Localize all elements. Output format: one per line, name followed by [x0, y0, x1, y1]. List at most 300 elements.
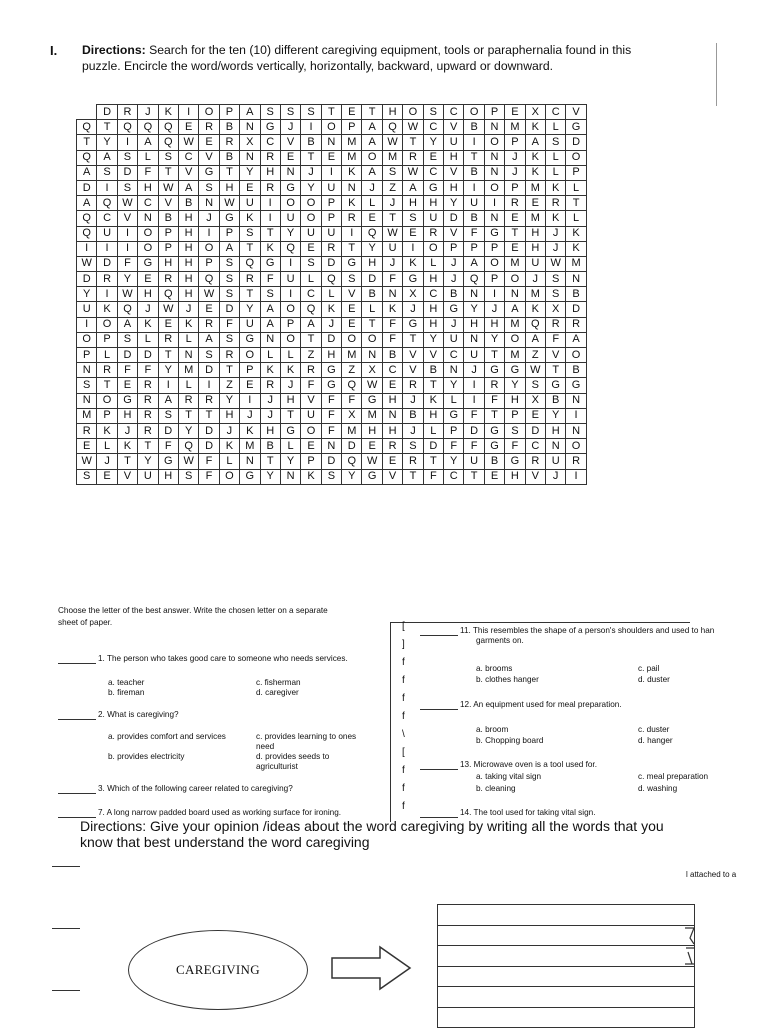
grid-cell[interactable]: H: [382, 105, 402, 120]
grid-cell[interactable]: K: [525, 302, 545, 317]
grid-cell[interactable]: X: [403, 287, 423, 302]
grid-cell[interactable]: N: [260, 332, 280, 347]
grid-cell[interactable]: Y: [545, 408, 565, 423]
q12-choice-c[interactable]: c. duster: [638, 725, 670, 734]
grid-cell[interactable]: D: [199, 423, 219, 438]
grid-cell[interactable]: M: [240, 439, 260, 454]
grid-cell[interactable]: H: [505, 469, 525, 484]
grid-cell[interactable]: E: [423, 150, 443, 165]
grid-cell[interactable]: Q: [301, 302, 321, 317]
grid-cell[interactable]: Y: [240, 165, 260, 180]
grid-cell[interactable]: E: [403, 226, 423, 241]
grid-cell[interactable]: A: [362, 135, 382, 150]
grid-cell[interactable]: K: [545, 211, 565, 226]
grid-cell[interactable]: Z: [382, 180, 402, 195]
grid-cell[interactable]: J: [382, 196, 402, 211]
grid-cell[interactable]: G: [484, 423, 504, 438]
grid-cell[interactable]: F: [382, 332, 402, 347]
grid-cell[interactable]: H: [444, 180, 464, 195]
grid-cell[interactable]: T: [97, 120, 117, 135]
grid-cell[interactable]: N: [321, 135, 341, 150]
grid-cell[interactable]: T: [566, 196, 586, 211]
grid-cell[interactable]: L: [280, 439, 300, 454]
grid-cell[interactable]: H: [444, 150, 464, 165]
grid-cell[interactable]: J: [444, 256, 464, 271]
grid-cell[interactable]: S: [199, 348, 219, 363]
grid-cell[interactable]: O: [566, 348, 586, 363]
grid-cell[interactable]: R: [158, 272, 178, 287]
grid-cell[interactable]: A: [97, 150, 117, 165]
grid-cell[interactable]: J: [138, 105, 158, 120]
q12-choice-a[interactable]: a. broom: [476, 725, 509, 734]
grid-cell[interactable]: J: [403, 393, 423, 408]
grid-cell[interactable]: U: [545, 454, 565, 469]
grid-cell[interactable]: F: [484, 393, 504, 408]
grid-cell[interactable]: H: [423, 302, 443, 317]
grid-cell[interactable]: A: [199, 332, 219, 347]
grid-cell[interactable]: M: [77, 408, 97, 423]
grid-cell[interactable]: S: [178, 469, 198, 484]
grid-cell[interactable]: P: [505, 180, 525, 195]
grid-cell[interactable]: B: [464, 211, 484, 226]
grid-cell[interactable]: T: [403, 469, 423, 484]
grid-cell[interactable]: Q: [117, 302, 137, 317]
q11-choice-a[interactable]: a. brooms: [476, 664, 513, 673]
grid-cell[interactable]: H: [178, 226, 198, 241]
grid-cell[interactable]: V: [117, 211, 137, 226]
grid-cell[interactable]: O: [362, 150, 382, 165]
grid-cell[interactable]: S: [342, 272, 362, 287]
grid-cell[interactable]: U: [77, 302, 97, 317]
grid-cell[interactable]: C: [382, 363, 402, 378]
grid-cell[interactable]: T: [545, 363, 565, 378]
grid-cell[interactable]: S: [219, 256, 239, 271]
grid-cell[interactable]: O: [301, 196, 321, 211]
grid-cell[interactable]: Q: [77, 211, 97, 226]
grid-cell[interactable]: F: [301, 378, 321, 393]
answer-blank[interactable]: [58, 655, 96, 664]
grid-cell[interactable]: S: [240, 226, 260, 241]
grid-cell[interactable]: H: [423, 408, 443, 423]
grid-cell[interactable]: E: [362, 439, 382, 454]
grid-cell[interactable]: S: [301, 256, 321, 271]
grid-cell[interactable]: A: [77, 196, 97, 211]
grid-cell[interactable]: R: [199, 393, 219, 408]
grid-cell[interactable]: F: [199, 469, 219, 484]
grid-cell[interactable]: J: [97, 454, 117, 469]
grid-cell[interactable]: F: [260, 272, 280, 287]
grid-cell[interactable]: A: [403, 180, 423, 195]
grid-cell[interactable]: S: [219, 272, 239, 287]
grid-cell[interactable]: R: [505, 196, 525, 211]
q2-choice-a[interactable]: a. provides comfort and services: [108, 732, 226, 741]
grid-cell[interactable]: H: [219, 408, 239, 423]
grid-cell[interactable]: T: [505, 226, 525, 241]
grid-cell[interactable]: T: [97, 378, 117, 393]
grid-cell[interactable]: L: [362, 302, 382, 317]
grid-cell[interactable]: D: [97, 256, 117, 271]
grid-cell[interactable]: I: [566, 408, 586, 423]
grid-cell[interactable]: F: [138, 363, 158, 378]
grid-cell[interactable]: J: [240, 408, 260, 423]
grid-cell[interactable]: N: [464, 332, 484, 347]
grid-cell[interactable]: G: [484, 226, 504, 241]
grid-cell[interactable]: E: [301, 439, 321, 454]
grid-cell[interactable]: A: [240, 105, 260, 120]
grid-cell[interactable]: O: [423, 241, 443, 256]
grid-cell[interactable]: A: [362, 120, 382, 135]
grid-cell[interactable]: O: [199, 105, 219, 120]
grid-cell[interactable]: B: [403, 408, 423, 423]
grid-cell[interactable]: D: [117, 348, 137, 363]
grid-cell[interactable]: P: [342, 120, 362, 135]
q11-choice-d[interactable]: d. duster: [638, 675, 670, 684]
grid-cell[interactable]: H: [280, 393, 300, 408]
grid-cell[interactable]: C: [423, 120, 443, 135]
grid-cell[interactable]: H: [423, 196, 443, 211]
grid-cell[interactable]: F: [138, 165, 158, 180]
grid-cell[interactable]: T: [219, 363, 239, 378]
grid-cell[interactable]: Q: [362, 226, 382, 241]
grid-cell[interactable]: G: [280, 180, 300, 195]
grid-cell[interactable]: R: [219, 348, 239, 363]
grid-cell[interactable]: G: [260, 120, 280, 135]
grid-cell[interactable]: M: [505, 348, 525, 363]
grid-cell[interactable]: K: [382, 302, 402, 317]
grid-cell[interactable]: K: [260, 363, 280, 378]
grid-cell[interactable]: D: [199, 439, 219, 454]
answer-blank[interactable]: [420, 701, 458, 710]
grid-cell[interactable]: Y: [219, 393, 239, 408]
grid-cell[interactable]: J: [260, 408, 280, 423]
grid-cell[interactable]: T: [484, 348, 504, 363]
grid-cell[interactable]: R: [138, 393, 158, 408]
grid-cell[interactable]: T: [403, 332, 423, 347]
grid-cell[interactable]: N: [484, 211, 504, 226]
grid-cell[interactable]: G: [199, 165, 219, 180]
grid-cell[interactable]: O: [219, 469, 239, 484]
grid-cell[interactable]: W: [382, 135, 402, 150]
grid-cell[interactable]: I: [464, 135, 484, 150]
grid-cell[interactable]: Q: [321, 272, 341, 287]
grid-cell[interactable]: K: [342, 165, 362, 180]
grid-cell[interactable]: P: [505, 408, 525, 423]
grid-cell[interactable]: I: [260, 196, 280, 211]
grid-cell[interactable]: Z: [219, 378, 239, 393]
grid-cell[interactable]: N: [566, 393, 586, 408]
grid-cell[interactable]: M: [505, 317, 525, 332]
grid-cell[interactable]: N: [77, 363, 97, 378]
grid-cell[interactable]: J: [362, 180, 382, 195]
grid-cell[interactable]: R: [240, 272, 260, 287]
grid-cell[interactable]: R: [158, 332, 178, 347]
answer-blank[interactable]: [58, 785, 96, 794]
grid-cell[interactable]: B: [158, 211, 178, 226]
grid-cell[interactable]: Y: [97, 135, 117, 150]
grid-cell[interactable]: E: [505, 105, 525, 120]
grid-cell[interactable]: N: [545, 439, 565, 454]
grid-cell[interactable]: R: [403, 378, 423, 393]
grid-cell[interactable]: Y: [280, 454, 300, 469]
grid-cell[interactable]: N: [342, 180, 362, 195]
grid-cell[interactable]: P: [280, 317, 300, 332]
grid-cell[interactable]: Y: [423, 135, 443, 150]
grid-cell[interactable]: X: [525, 105, 545, 120]
grid-cell[interactable]: Y: [280, 226, 300, 241]
grid-cell[interactable]: V: [178, 165, 198, 180]
grid-cell[interactable]: N: [566, 423, 586, 438]
grid-cell[interactable]: K: [321, 302, 341, 317]
grid-cell[interactable]: V: [403, 348, 423, 363]
grid-cell[interactable]: S: [117, 180, 137, 195]
grid-cell[interactable]: R: [260, 378, 280, 393]
grid-cell[interactable]: I: [403, 241, 423, 256]
grid-cell[interactable]: C: [525, 439, 545, 454]
grid-cell[interactable]: N: [280, 469, 300, 484]
grid-cell[interactable]: U: [301, 408, 321, 423]
grid-cell[interactable]: I: [280, 256, 300, 271]
grid-cell[interactable]: O: [403, 105, 423, 120]
grid-cell[interactable]: Y: [77, 287, 97, 302]
grid-cell[interactable]: T: [484, 408, 504, 423]
grid-cell[interactable]: X: [240, 135, 260, 150]
grid-cell[interactable]: E: [178, 120, 198, 135]
grid-cell[interactable]: L: [566, 180, 586, 195]
grid-cell[interactable]: L: [423, 423, 443, 438]
grid-cell[interactable]: G: [117, 393, 137, 408]
grid-cell[interactable]: Y: [484, 332, 504, 347]
grid-cell[interactable]: T: [219, 165, 239, 180]
grid-cell[interactable]: N: [178, 348, 198, 363]
grid-cell[interactable]: A: [525, 135, 545, 150]
grid-cell[interactable]: T: [362, 317, 382, 332]
grid-cell[interactable]: T: [382, 211, 402, 226]
grid-cell[interactable]: V: [158, 196, 178, 211]
grid-cell[interactable]: P: [97, 408, 117, 423]
q2-choice-d[interactable]: d. provides seeds to agriculturist: [256, 752, 330, 771]
grid-cell[interactable]: L: [219, 454, 239, 469]
grid-cell[interactable]: J: [403, 302, 423, 317]
grid-cell[interactable]: X: [362, 363, 382, 378]
grid-cell[interactable]: R: [525, 454, 545, 469]
grid-cell[interactable]: L: [545, 150, 565, 165]
grid-cell[interactable]: O: [505, 272, 525, 287]
grid-cell[interactable]: R: [199, 120, 219, 135]
grid-cell[interactable]: N: [138, 211, 158, 226]
grid-cell[interactable]: Z: [525, 348, 545, 363]
grid-cell[interactable]: V: [199, 150, 219, 165]
grid-cell[interactable]: N: [77, 393, 97, 408]
answer-blank[interactable]: [420, 761, 458, 770]
grid-cell[interactable]: E: [342, 105, 362, 120]
grid-cell[interactable]: E: [342, 317, 362, 332]
grid-cell[interactable]: D: [464, 423, 484, 438]
grid-cell[interactable]: O: [301, 211, 321, 226]
grid-cell[interactable]: S: [260, 105, 280, 120]
grid-cell[interactable]: X: [545, 302, 565, 317]
grid-cell[interactable]: K: [280, 363, 300, 378]
grid-cell[interactable]: W: [178, 135, 198, 150]
grid-cell[interactable]: [77, 105, 97, 120]
grid-cell[interactable]: I: [464, 378, 484, 393]
grid-cell[interactable]: Q: [77, 226, 97, 241]
grid-cell[interactable]: Q: [138, 120, 158, 135]
grid-cell[interactable]: O: [362, 332, 382, 347]
grid-cell[interactable]: R: [403, 454, 423, 469]
grid-cell[interactable]: R: [97, 363, 117, 378]
grid-cell[interactable]: J: [525, 272, 545, 287]
grid-cell[interactable]: K: [545, 180, 565, 195]
grid-cell[interactable]: A: [260, 302, 280, 317]
grid-cell[interactable]: M: [382, 150, 402, 165]
grid-cell[interactable]: W: [77, 256, 97, 271]
grid-cell[interactable]: E: [321, 150, 341, 165]
grid-cell[interactable]: A: [525, 332, 545, 347]
grid-cell[interactable]: R: [321, 241, 341, 256]
grid-cell[interactable]: Y: [444, 378, 464, 393]
grid-cell[interactable]: Y: [117, 272, 137, 287]
grid-cell[interactable]: O: [280, 196, 300, 211]
grid-cell[interactable]: T: [240, 287, 260, 302]
grid-cell[interactable]: N: [566, 272, 586, 287]
grid-cell[interactable]: R: [219, 135, 239, 150]
grid-cell[interactable]: O: [484, 256, 504, 271]
grid-cell[interactable]: I: [342, 226, 362, 241]
grid-cell[interactable]: T: [260, 226, 280, 241]
grid-cell[interactable]: K: [240, 423, 260, 438]
grid-cell[interactable]: G: [158, 454, 178, 469]
grid-cell[interactable]: V: [566, 105, 586, 120]
grid-cell[interactable]: U: [240, 317, 260, 332]
grid-cell[interactable]: K: [240, 211, 260, 226]
grid-cell[interactable]: H: [138, 180, 158, 195]
grid-cell[interactable]: S: [117, 150, 137, 165]
grid-cell[interactable]: S: [423, 105, 443, 120]
grid-cell[interactable]: G: [219, 211, 239, 226]
grid-cell[interactable]: T: [301, 150, 321, 165]
grid-cell[interactable]: Q: [158, 120, 178, 135]
grid-cell[interactable]: J: [403, 423, 423, 438]
grid-cell[interactable]: G: [566, 120, 586, 135]
grid-cell[interactable]: H: [382, 423, 402, 438]
grid-cell[interactable]: O: [97, 393, 117, 408]
grid-cell[interactable]: P: [484, 272, 504, 287]
grid-cell[interactable]: D: [566, 135, 586, 150]
grid-cell[interactable]: Z: [301, 348, 321, 363]
grid-cell[interactable]: K: [301, 469, 321, 484]
grid-cell[interactable]: H: [505, 393, 525, 408]
grid-cell[interactable]: P: [219, 105, 239, 120]
grid-cell[interactable]: H: [362, 256, 382, 271]
grid-cell[interactable]: G: [566, 378, 586, 393]
grid-cell[interactable]: E: [362, 211, 382, 226]
grid-cell[interactable]: S: [158, 150, 178, 165]
grid-cell[interactable]: H: [362, 423, 382, 438]
grid-cell[interactable]: U: [138, 469, 158, 484]
grid-cell[interactable]: J: [505, 165, 525, 180]
grid-cell[interactable]: P: [301, 454, 321, 469]
grid-cell[interactable]: B: [382, 348, 402, 363]
grid-cell[interactable]: R: [77, 423, 97, 438]
grid-cell[interactable]: A: [219, 241, 239, 256]
grid-cell[interactable]: N: [382, 408, 402, 423]
grid-cell[interactable]: E: [117, 378, 137, 393]
grid-cell[interactable]: U: [321, 180, 341, 195]
grid-cell[interactable]: F: [321, 408, 341, 423]
q13-choice-a[interactable]: a. taking vital sign: [476, 772, 542, 781]
grid-cell[interactable]: K: [97, 423, 117, 438]
grid-cell[interactable]: S: [77, 378, 97, 393]
grid-cell[interactable]: Q: [382, 120, 402, 135]
grid-cell[interactable]: A: [158, 393, 178, 408]
grid-cell[interactable]: W: [362, 378, 382, 393]
grid-cell[interactable]: W: [525, 363, 545, 378]
answer-box-line[interactable]: [438, 926, 694, 947]
q2-choice-c[interactable]: c. provides learning to ones need: [256, 732, 357, 751]
grid-cell[interactable]: J: [138, 302, 158, 317]
grid-cell[interactable]: N: [484, 165, 504, 180]
grid-cell[interactable]: S: [158, 408, 178, 423]
grid-cell[interactable]: O: [138, 226, 158, 241]
grid-cell[interactable]: Q: [97, 196, 117, 211]
grid-cell[interactable]: I: [77, 317, 97, 332]
grid-cell[interactable]: G: [362, 393, 382, 408]
grid-cell[interactable]: I: [464, 393, 484, 408]
grid-cell[interactable]: F: [321, 423, 341, 438]
grid-cell[interactable]: G: [240, 469, 260, 484]
grid-cell[interactable]: J: [219, 423, 239, 438]
grid-cell[interactable]: M: [178, 363, 198, 378]
grid-cell[interactable]: B: [464, 165, 484, 180]
grid-cell[interactable]: J: [444, 317, 464, 332]
grid-cell[interactable]: E: [342, 302, 362, 317]
grid-cell[interactable]: F: [117, 256, 137, 271]
grid-cell[interactable]: T: [280, 408, 300, 423]
grid-cell[interactable]: P: [219, 226, 239, 241]
grid-cell[interactable]: I: [178, 105, 198, 120]
grid-cell[interactable]: R: [260, 180, 280, 195]
grid-cell[interactable]: J: [117, 423, 137, 438]
grid-cell[interactable]: D: [97, 105, 117, 120]
grid-cell[interactable]: G: [260, 256, 280, 271]
grid-cell[interactable]: D: [321, 454, 341, 469]
grid-cell[interactable]: F: [117, 363, 137, 378]
grid-cell[interactable]: T: [240, 241, 260, 256]
grid-cell[interactable]: P: [484, 241, 504, 256]
q11-choice-b[interactable]: b. clothes hanger: [476, 675, 539, 684]
grid-cell[interactable]: B: [301, 135, 321, 150]
grid-cell[interactable]: E: [280, 150, 300, 165]
grid-cell[interactable]: N: [444, 363, 464, 378]
grid-cell[interactable]: C: [545, 105, 565, 120]
grid-cell[interactable]: R: [138, 378, 158, 393]
grid-cell[interactable]: Y: [342, 469, 362, 484]
grid-cell[interactable]: H: [178, 287, 198, 302]
grid-cell[interactable]: I: [464, 180, 484, 195]
grid-cell[interactable]: I: [484, 196, 504, 211]
grid-cell[interactable]: L: [97, 348, 117, 363]
grid-cell[interactable]: E: [382, 454, 402, 469]
grid-cell[interactable]: H: [525, 226, 545, 241]
grid-cell[interactable]: I: [260, 211, 280, 226]
grid-cell[interactable]: S: [199, 180, 219, 195]
grid-cell[interactable]: O: [484, 180, 504, 195]
grid-cell[interactable]: D: [444, 211, 464, 226]
grid-cell[interactable]: D: [566, 302, 586, 317]
grid-cell[interactable]: L: [545, 120, 565, 135]
grid-cell[interactable]: O: [77, 332, 97, 347]
grid-cell[interactable]: E: [525, 196, 545, 211]
